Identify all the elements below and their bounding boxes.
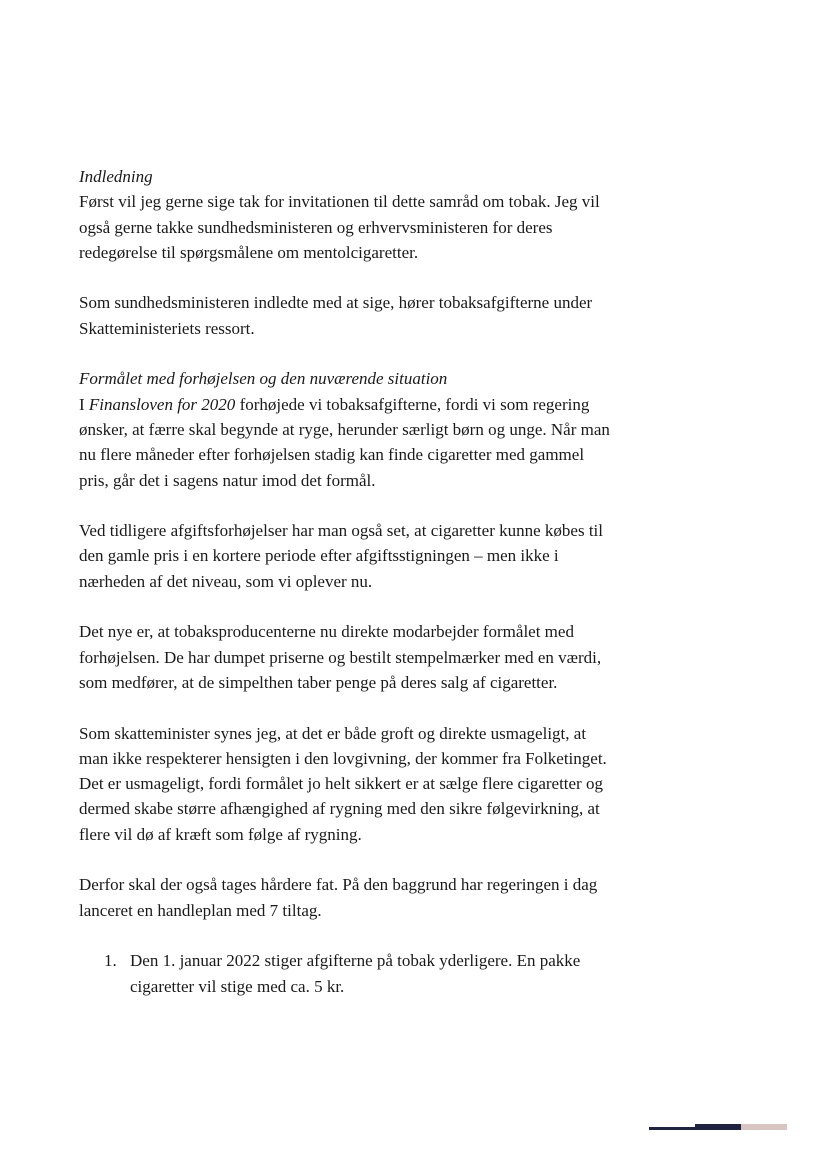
paragraph-rest: forhøjede vi tobaksafgifterne, fordi vi som regering ønsker, at færre skal begynde at ryge, herunder særligt børn og unge. Når man nu flere måneder efter forhøjelsen stadig kan finde cigaretter med gammel pris, går det i sagens natur imod det formål.	[79, 394, 610, 490]
page-content	[79, 164, 613, 999]
action-list	[79, 948, 613, 999]
paragraph: Det nye er, at tobaksproducenterne nu direkte modarbejder formålet med forhøjelsen. De har dumpet priserne og bestilt stempelmærker med en værdi, som medfører, at de simpelthen taber penge på deres salg af cigaretter.	[79, 622, 602, 692]
paragraph: Derfor skal der også tages hårdere fat. På den baggrund har regeringen i dag lanceret en handleplan med 7 tiltag.	[79, 875, 598, 920]
paragraph-prefix: I	[79, 394, 89, 414]
section-heading-formaalet: Formålet med forhøjelsen og den nuværende situation	[79, 369, 448, 389]
paragraph: Som skatteminister synes jeg, at det er både groft og direkte usmageligt, at man ikke respekterer hensigten i den lovgivning, der kommer fra Folketinget. Det er usmageligt, fordi formålet jo helt sikkert er at sælge flere cigaretter og dermed skabe større afhængighed af rygning med den sikre følgevirkning, at flere vil dø af kræft som følge af rygning.	[79, 723, 607, 844]
paragraph: Ved tidligere afgiftsforhøjelser har man også set, at cigaretter kunne købes til den gamle pris i en kortere periode efter afgiftsstigningen – men ikke i nærheden af det niveau, som vi oplever nu.	[79, 521, 603, 591]
paragraph: Først vil jeg gerne sige tak for invitationen til dette samråd om tobak. Jeg vil også gerne takke sundhedsministeren og erhvervsministeren for deres redegørelse til spørgsmålene om mentolcigaretter.	[79, 192, 600, 262]
list-number: 1.	[104, 951, 117, 971]
footer-decoration-bar	[695, 1124, 741, 1130]
section-heading-indledning: Indledning	[79, 167, 153, 186]
paragraph	[79, 392, 613, 493]
footer-decoration-bar	[741, 1124, 787, 1130]
emphasis-finansloven: Finansloven for 2020	[88, 394, 236, 414]
list-text: Den 1. januar 2022 stiger afgifterne på tobak yderligere. En pakke cigaretter vil stige med ca. 5 kr.	[130, 951, 581, 996]
paragraph: Som sundhedsministeren indledte med at sige, hører tobaksafgifterne under Skatteministeriets ressort.	[79, 293, 593, 338]
list-item	[79, 948, 613, 999]
footer-decoration-bar	[649, 1127, 695, 1130]
